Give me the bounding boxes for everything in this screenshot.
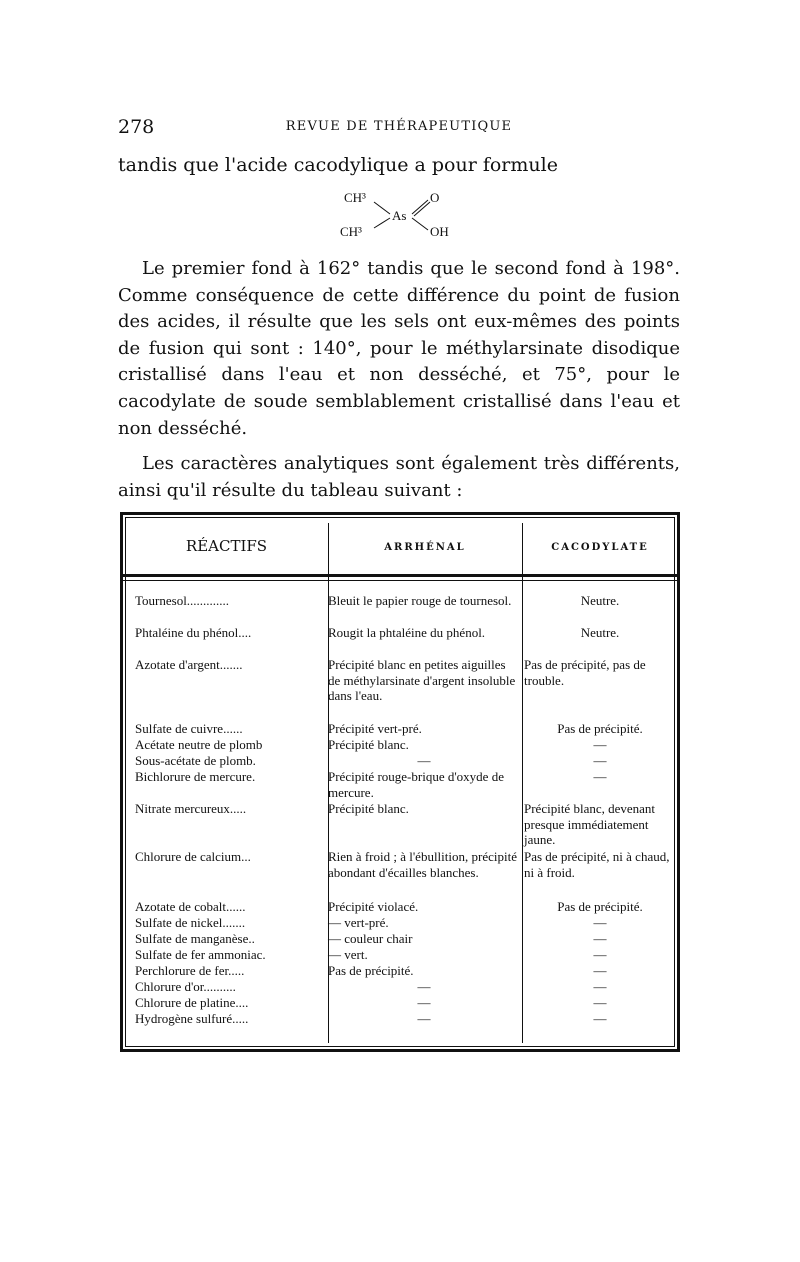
intro-line: tandis que l'acide cacodylique a pour formule: [118, 154, 558, 176]
reactif-cell: Perchlorure de fer.....: [135, 963, 245, 978]
running-title: REVUE DE THÉRAPEUTIQUE: [285, 119, 513, 134]
cacodylic-acid-formula: [340, 188, 470, 240]
arrhenal-cell: Pas de précipité.: [328, 963, 414, 978]
reagents-table: [120, 512, 680, 1052]
cacodylate-cell: Pas de précipité.: [557, 721, 643, 736]
arrhenal-cell: Précipité rouge-brique d'oxyde de mercure.: [328, 769, 504, 800]
reactif-cell: Sulfate de manganèse..: [135, 931, 255, 946]
cacodylate-cell: —: [593, 931, 607, 946]
arrhenal-cell: —: [417, 995, 431, 1010]
reactif-cell: Bichlorure de mercure.: [135, 769, 256, 784]
formula-o: O: [430, 190, 440, 205]
reactif-cell: Hydrogène sulfuré.....: [135, 1011, 249, 1026]
reactif-cell: Phtaléine du phénol....: [135, 625, 252, 640]
cacodylate-cell: —: [593, 995, 607, 1010]
cacodylate-cell: —: [593, 737, 607, 752]
reactif-cell: Azotate d'argent.......: [135, 657, 243, 672]
column-header-reactifs: RÉACTIFS: [185, 537, 268, 555]
header-rule-thin: [123, 580, 677, 581]
page-header: [118, 116, 680, 140]
column-header-cacodylate: CACODYLATE: [551, 542, 649, 553]
reactif-cell: Acétate neutre de plomb: [135, 737, 263, 752]
cacodylate-cell: —: [593, 979, 607, 994]
header-rule: [123, 574, 677, 577]
cacodylate-cell: Neutre.: [580, 593, 620, 608]
column-divider: [522, 523, 523, 1043]
column-header-arrhenal: ARRHÉNAL: [384, 542, 466, 553]
arrhenal-cell: Bleuit le papier rouge de tournesol.: [328, 593, 512, 608]
formula-as: As: [392, 208, 407, 223]
cacodylate-cell: Pas de précipité, ni à chaud, ni à froid.: [524, 849, 670, 880]
reactif-cell: Azotate de cobalt......: [135, 899, 246, 914]
arrhenal-cell: Précipité vert-pré.: [328, 721, 422, 736]
cacodylate-cell: Neutre.: [580, 625, 620, 640]
formula-ch3-top: CH³: [344, 190, 366, 205]
arrhenal-cell: — vert-pré.: [328, 915, 389, 930]
arrhenal-cell: —: [417, 1011, 431, 1026]
page-number: 278: [118, 116, 155, 138]
reactif-cell: Nitrate mercureux.....: [135, 801, 247, 816]
reactif-cell: Sulfate de nickel.......: [135, 915, 246, 930]
reactif-cell: Chlorure de calcium...: [135, 849, 251, 864]
formula-oh: OH: [430, 224, 449, 239]
reactif-cell: Chlorure d'or..........: [135, 979, 236, 994]
arrhenal-cell: Précipité blanc en petites aiguilles de méthylarsinate d'argent insoluble dans l'eau.: [328, 657, 516, 703]
cacodylate-cell: —: [593, 753, 607, 768]
reactif-cell: Sulfate de fer ammoniac.: [135, 947, 266, 962]
reactif-cell: Sulfate de cuivre......: [135, 721, 243, 736]
cacodylate-cell: —: [593, 1011, 607, 1026]
arrhenal-cell: — couleur chair: [328, 931, 413, 946]
arrhenal-cell: Précipité blanc.: [328, 801, 409, 816]
cacodylate-cell: —: [593, 947, 607, 962]
arrhenal-cell: Rien à froid ; à l'ébullition, précipité abondant d'écailles blanches.: [328, 849, 517, 880]
arrhenal-cell: Précipité blanc.: [328, 737, 409, 752]
reactif-cell: Tournesol.............: [135, 593, 230, 608]
cacodylate-cell: Pas de précipité.: [557, 899, 643, 914]
cacodylate-cell: —: [593, 915, 607, 930]
cacodylate-cell: Précipité blanc, devenant presque immédiatement jaune.: [524, 801, 656, 847]
arrhenal-cell: Rougit la phtaléine du phénol.: [328, 625, 486, 640]
paragraph-melting-points: Le premier fond à 162° tandis que le second fond à 198°. Comme conséquence de cette différence du point de fusion des acides, il résulte que les sels ont eux-mêmes des points de fusion qui sont : 140°, pour le méthylarsinate disodique cristallisé dans l'eau et non desséché, et 75°, pour le cacodylate de soude semblablement cristallisé dans l'eau et non desséché.: [118, 258, 680, 439]
arrhenal-cell: —: [417, 979, 431, 994]
cacodylate-cell: —: [593, 963, 607, 978]
reactif-cell: Sous-acétate de plomb.: [135, 753, 256, 768]
arrhenal-cell: — vert.: [328, 947, 368, 962]
reactif-cell: Chlorure de platine....: [135, 995, 249, 1010]
cacodylate-cell: Pas de précipité, pas de trouble.: [524, 657, 646, 688]
formula-ch3-bottom: CH³: [340, 224, 362, 239]
arrhenal-cell: —: [417, 753, 431, 768]
paragraph-analytical: Les caractères analytiques sont également très différents, ainsi qu'il résulte du tableau suivant :: [118, 453, 680, 501]
cacodylate-cell: —: [593, 769, 607, 784]
arrhenal-cell: Précipité violacé.: [328, 899, 419, 914]
